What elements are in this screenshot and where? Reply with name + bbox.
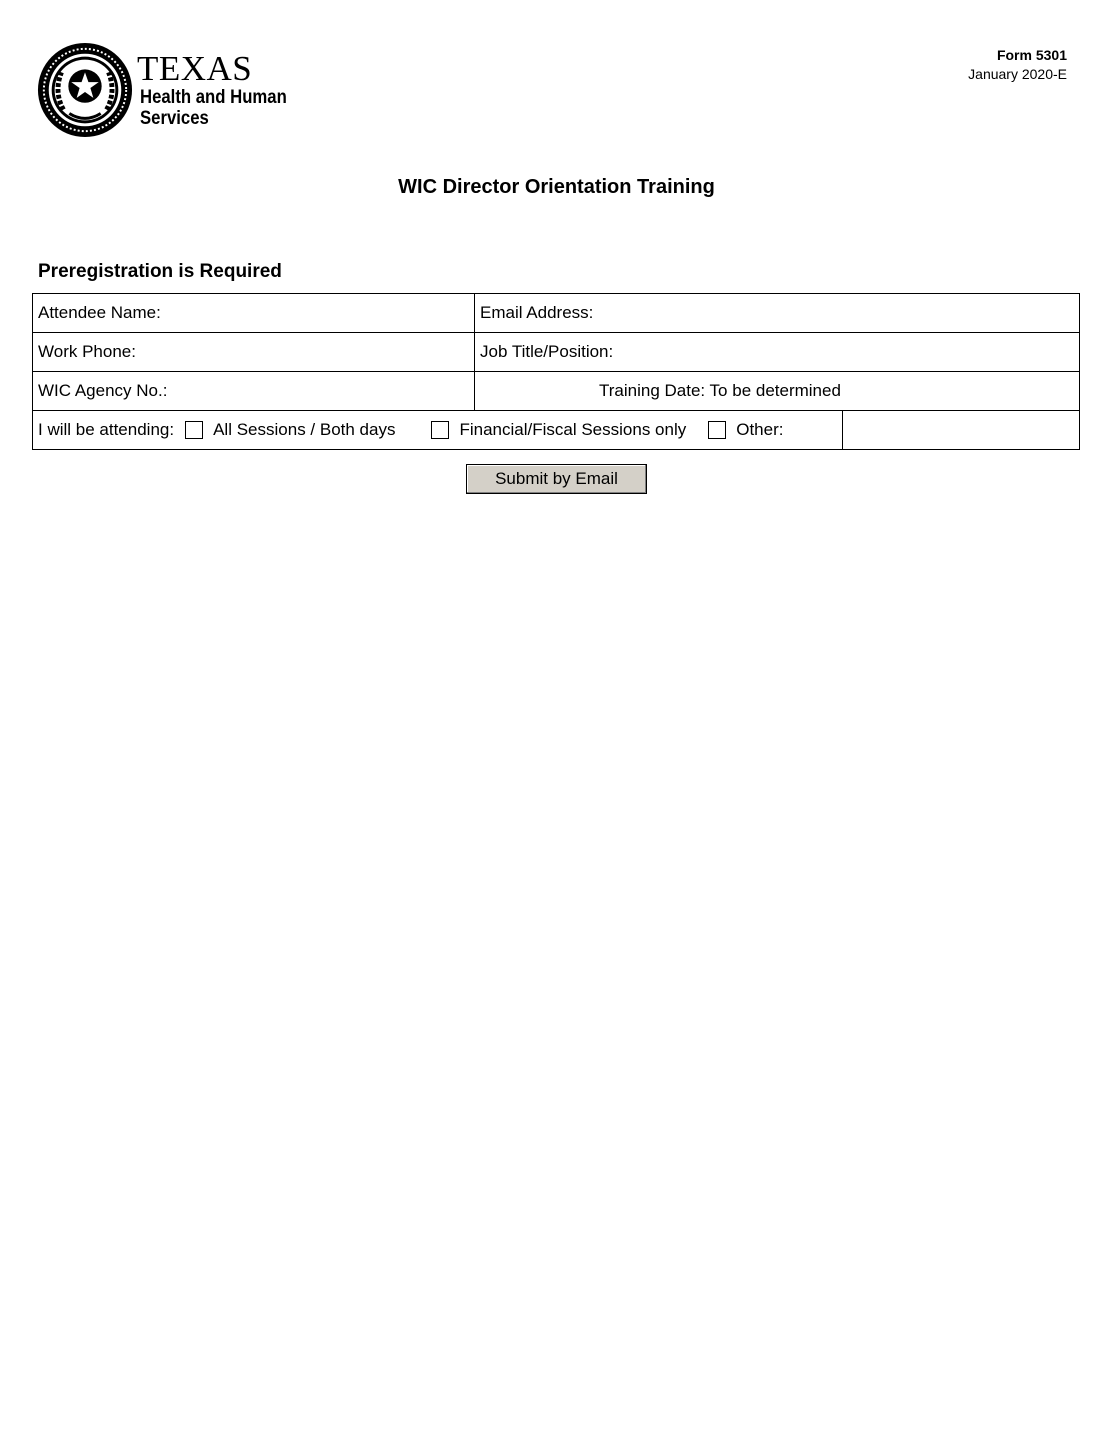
submit-by-email-button[interactable]: Submit by Email (466, 464, 647, 494)
table-row (33, 411, 1080, 450)
work-phone-label: Work Phone: (38, 342, 136, 361)
other-checkbox[interactable] (708, 421, 726, 439)
financial-sessions-checkbox[interactable] (431, 421, 449, 439)
form-number: Form 5301 (996, 47, 1067, 63)
form-date: January 2020-E (968, 66, 1067, 82)
form-meta (968, 46, 1067, 84)
logo-state-text: TEXAS (137, 49, 253, 88)
agency-no-field[interactable] (33, 372, 475, 411)
page-title: WIC Director Orientation Training (398, 176, 715, 198)
attending-row (33, 411, 1080, 450)
attendee-name-field[interactable] (33, 294, 475, 333)
attendee-name-label: Attendee Name: (38, 303, 161, 322)
job-title-field[interactable] (475, 333, 1080, 372)
other-text-field[interactable] (842, 411, 1079, 449)
registration-table (32, 293, 1080, 450)
attending-label: I will be attending: (38, 420, 175, 439)
email-address-label: Email Address: (480, 303, 594, 322)
table-row (33, 333, 1080, 372)
hhs-logo (36, 41, 296, 141)
table-row (33, 372, 1080, 411)
job-title-label: Job Title/Position: (480, 342, 614, 361)
texas-seal-icon (36, 41, 134, 139)
email-address-field[interactable] (475, 294, 1080, 333)
agency-no-label: WIC Agency No.: (38, 381, 168, 400)
logo-agency-line1: Health and Human (140, 87, 287, 108)
section-heading: Preregistration is Required (38, 261, 282, 282)
training-date-cell (475, 372, 1080, 411)
work-phone-field[interactable] (33, 333, 475, 372)
training-date-text: Training Date: To be determined (599, 381, 841, 400)
table-row (33, 294, 1080, 333)
logo-agency-line2: Services (140, 108, 209, 129)
financial-sessions-label: Financial/Fiscal Sessions only (459, 420, 687, 439)
all-sessions-checkbox[interactable] (185, 421, 203, 439)
all-sessions-label: All Sessions / Both days (213, 420, 396, 439)
other-label: Other: (736, 420, 784, 439)
